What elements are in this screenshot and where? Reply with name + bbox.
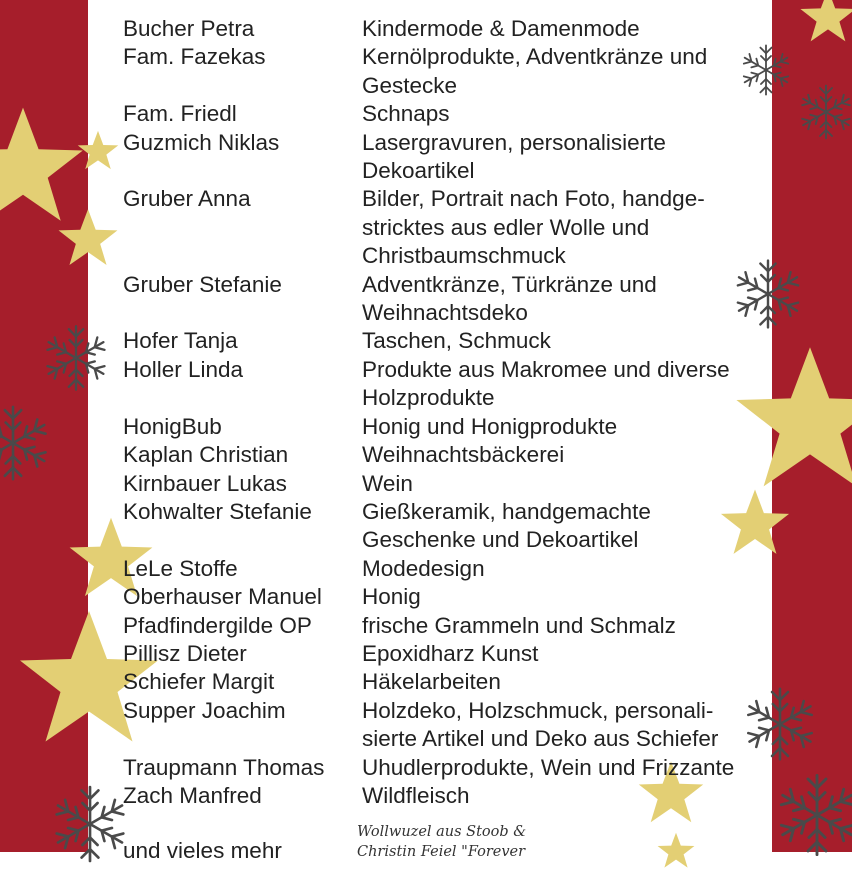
- snowflake-icon: [40, 322, 112, 394]
- vendor-products: Schnaps: [362, 101, 450, 127]
- vendor-products: frische Grammeln und Schmalz: [362, 612, 676, 638]
- list-item: [123, 129, 763, 186]
- star-icon: [798, 0, 852, 48]
- vendor-products: Honig und Honigprodukte: [362, 413, 618, 439]
- vendor-name: Pfadfindergilde OP: [123, 612, 312, 638]
- list-item: [123, 413, 763, 441]
- list-item: [123, 782, 763, 810]
- vendor-products: Häkelarbeiten: [362, 669, 501, 695]
- vendor-name: Bucher Petra: [123, 16, 255, 41]
- star-icon: [56, 208, 120, 272]
- vendor-products: Taschen, Schmuck: [362, 328, 551, 354]
- vendor-products: Bilder, Portrait nach Foto, handge- stricktes aus edler Wolle und Christbaumschmuck: [362, 186, 705, 269]
- vendor-name: Kaplan Christian: [123, 442, 289, 468]
- vendor-products: Kindermode & Damenmode: [362, 16, 640, 41]
- vendor-name: Traupmann Thomas: [123, 754, 325, 780]
- vendor-name: Holler Linda: [123, 356, 244, 382]
- list-item: [123, 612, 763, 640]
- vendor-products: Wildfleisch: [362, 782, 470, 808]
- vendor-name: Fam. Fazekas: [123, 44, 266, 70]
- vendor-name: Guzmich Niklas: [123, 129, 280, 155]
- vendor-name: Zach Manfred: [123, 782, 262, 808]
- vendor-products: Adventkränze, Türkränze und Weihnachtsdeko: [362, 271, 657, 326]
- vendor-products: Lasergravuren, personalisierte Dekoartikel: [362, 129, 666, 184]
- vendor-name: Gruber Anna: [123, 186, 251, 212]
- vendor-products: Modedesign: [362, 555, 485, 581]
- list-item: [123, 498, 763, 555]
- snowflake-icon: [0, 402, 54, 484]
- vendor-name: Fam. Friedl: [123, 101, 237, 127]
- vendor-name: Pillisz Dieter: [123, 640, 247, 666]
- snowflake-icon: [796, 82, 852, 142]
- vendor-name: Supper Joachim: [123, 697, 286, 723]
- vendor-name: Gruber Stefanie: [123, 271, 282, 297]
- vendor-products: Gießkeramik, handgemachte Geschenke und Dekoartikel: [362, 498, 651, 553]
- handwritten-note: Wollwuzel aus Stoob & Christin Feiel "Forever: [357, 824, 527, 860]
- list-item: [123, 271, 763, 328]
- list-item: [123, 668, 763, 696]
- vendor-products: Produkte aus Makromee und diverse Holzprodukte: [362, 356, 730, 411]
- vendor-products: Honig: [362, 584, 421, 610]
- vendor-name: Oberhauser Manuel: [123, 584, 322, 610]
- vendor-name: Schiefer Margit: [123, 669, 275, 695]
- list-item: [123, 185, 763, 270]
- list-item: [123, 100, 763, 128]
- star-icon: [76, 130, 120, 174]
- vendor-name: HonigBub: [123, 413, 222, 439]
- star-icon: [656, 832, 696, 872]
- snowflake-icon: [48, 782, 132, 866]
- vendor-products: Uhudlerprodukte, Wein und Frizzante: [362, 754, 735, 780]
- snowflake-icon: [772, 770, 852, 860]
- list-item: [123, 583, 763, 611]
- vendor-products: Weihnachtsbäckerei: [362, 442, 565, 468]
- list-item: [123, 43, 763, 100]
- vendor-products: Epoxidharz Kunst: [362, 640, 539, 666]
- list-item: [123, 441, 763, 469]
- more-vendors-text: und vieles mehr: [123, 838, 282, 863]
- list-item: [123, 15, 763, 43]
- list-item: [123, 555, 763, 583]
- vendor-name: LeLe Stoffe: [123, 555, 238, 581]
- list-item: [123, 356, 763, 413]
- vendor-products: Kernölprodukte, Adventkränze und Gestecke: [362, 44, 708, 98]
- list-item: [123, 640, 763, 668]
- list-item: [123, 470, 763, 498]
- list-item: [123, 754, 763, 782]
- vendor-name: Hofer Tanja: [123, 328, 238, 354]
- list-item: [123, 697, 763, 754]
- vendor-products: Holzdeko, Holzschmuck, personali- sierte Artikel und Deko aus Schiefer: [362, 697, 719, 752]
- vendor-products: Wein: [362, 470, 413, 496]
- list-item: [123, 327, 763, 355]
- vendor-name: Kohwalter Stefanie: [123, 498, 312, 524]
- vendor-name: Kirnbauer Lukas: [123, 470, 287, 496]
- vendor-list: [123, 15, 763, 810]
